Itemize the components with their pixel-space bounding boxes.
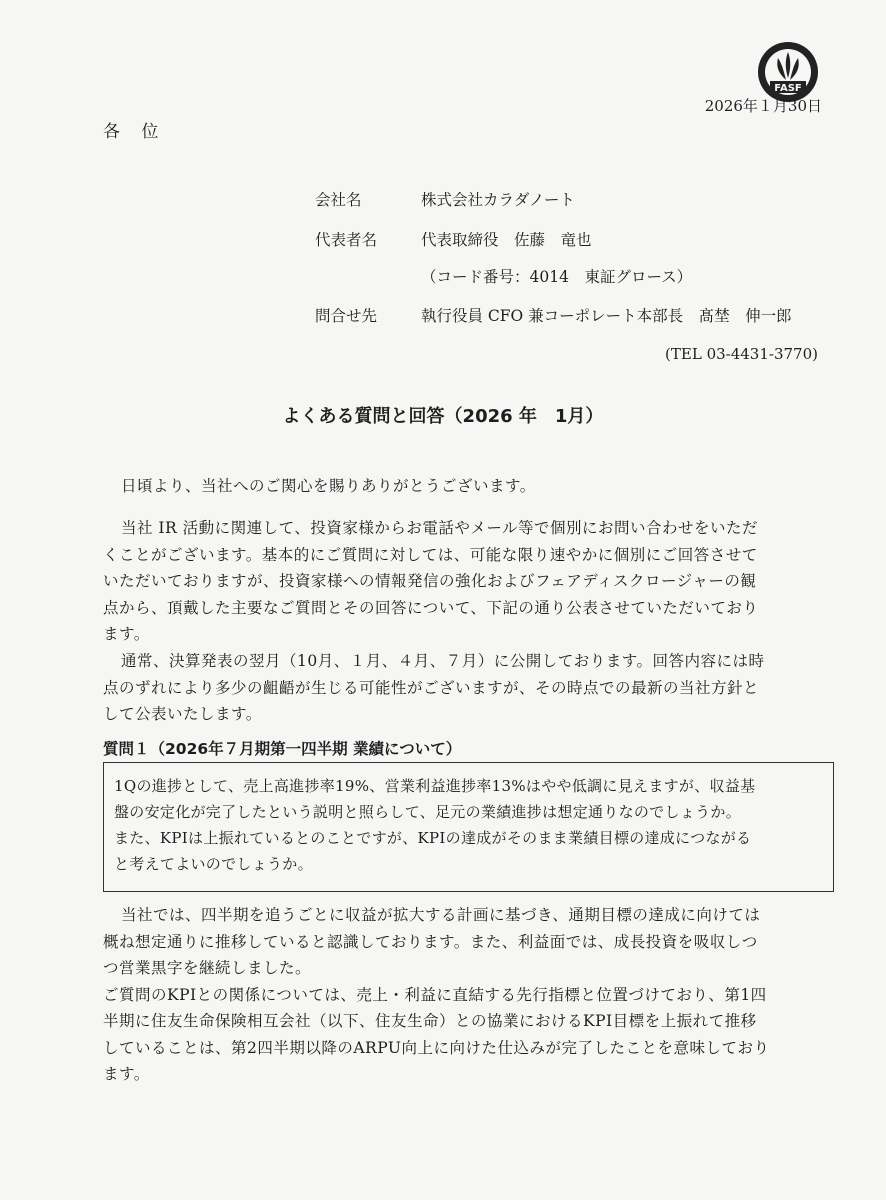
contact-tel: (TEL 03-4431-3770) (665, 345, 818, 363)
paragraph-line: 通常、決算発表の翌月（10月、１月、４月、７月）に公開しております。回答内容には時 (121, 652, 765, 670)
document-date: 2026年１月30日 (704, 97, 822, 115)
info-label: 問合せ先 (315, 307, 378, 325)
info-value: 代表取締役 佐藤 竜也 (421, 231, 592, 249)
answer-line: 半期に住友生命保険相互会社（以下、住友生命）との協業におけるKPI目標を上振れて推移 (103, 1012, 757, 1030)
paragraph-line: ます。 (103, 625, 150, 643)
intro-paragraph-3 (103, 648, 823, 728)
paragraph-line: 点から、頂戴した主要なご質問とその回答について、下記の通り公表させていただいており (103, 598, 759, 617)
info-label: 会社名 (315, 191, 362, 209)
intro-paragraph-2 (103, 515, 823, 648)
answer-line: ご質問のKPIとの関係については、売上・利益に直結する先行指標と位置づけており、第1四 (103, 985, 767, 1004)
question-1-box (103, 762, 834, 892)
document-title: よくある質問と回答（2026 年 1月） (282, 406, 604, 427)
question-1-heading: 質問１（2026年７月期第一四半期 業績について） (103, 740, 462, 758)
paragraph-line: して公表いたします。 (103, 705, 262, 723)
paragraph-line: 当社 IR 活動に関連して、投資家様からお電話やメール等で個別にお問い合わせをいただ (121, 519, 759, 537)
info-value: 執行役員 CFO 兼コーポレート本部長 髙埜 伸一郎 (421, 307, 792, 325)
question-line: 盤の安定化が完了したという説明と照らして、足元の業績進捗は想定通りなのでしょうか。 (114, 803, 742, 821)
paragraph-line: いただいておりますが、投資家様への情報発信の強化およびフェアディスクロージャーの観 (103, 572, 757, 590)
answer-1 (103, 902, 823, 1088)
paragraph-line: 点のずれにより多少の齟齬が生じる可能性がございますが、その時点での最新の当社方針と (103, 678, 760, 697)
question-line: また、KPIは上振れているとのことですが、KPIの達成がそのまま業績目標の達成につながる (114, 829, 752, 847)
answer-line: 概ね想定通りに推移していると認識しております。また、利益面では、成長投資を吸収しつ (103, 932, 758, 951)
addressee: 各 位 (103, 122, 167, 142)
question-line: と考えてよいのでしょうか。 (114, 855, 313, 873)
info-value: 株式会社カラダノート (421, 191, 575, 209)
info-label: 代表者名 (315, 231, 378, 249)
question-line: 1Qの進捗として、売上高進捗率19%、営業利益進捗率13%はやや低調に見えますが、収益基 (114, 777, 756, 795)
answer-line: ます。 (103, 1065, 150, 1083)
answer-line: つ営業黒字を継続しました。 (103, 959, 312, 977)
info-value: （コード番号：4014 東証グロース） (421, 268, 693, 286)
paragraph-line: 日頃より、当社へのご関心を賜りありがとうございます。 (121, 477, 536, 495)
paragraph-line: くことがございます。基本的にご質問に対しては、可能な限り速やかに個別にご回答させて (103, 545, 758, 564)
answer-line: 当社では、四半期を追うごとに収益が拡大する計画に基づき、通期目標の達成に向けては (121, 906, 761, 924)
intro-paragraph-1 (103, 473, 823, 500)
answer-line: していることは、第2四半期以降のARPU向上に向けた仕込みが完了したことを意味しており (103, 1038, 770, 1057)
logo-text: FASF (774, 83, 802, 94)
